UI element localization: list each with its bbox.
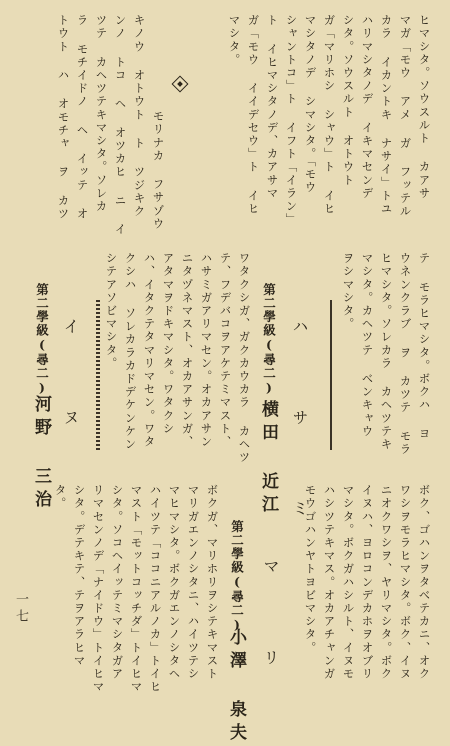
author-name: 横田 近江 (258, 400, 278, 518)
text-line: ニタヅネマスト、オカアサンガ、 (180, 252, 195, 449)
text-line: ボク、ゴハンヲタベテカニ、オク (417, 484, 432, 681)
text-line: マヒマシタ。ボクガエンノシタヘ (167, 484, 182, 681)
text-line: ガ「モウ イイデセウ」ト イヒ (246, 14, 261, 216)
text-line: シャントコ」ト イフト「イラン」 (284, 14, 299, 227)
story-title: マ リ (261, 558, 280, 693)
text-line: モウゴハンヤトヨビマシタ。 (303, 484, 318, 655)
text-line: マスト「モットコッチダ」トイヒマ (129, 484, 144, 694)
story-title: ハ サ ミ (290, 318, 309, 544)
text-line: ヒマシタ。ソウスルト カアサ (417, 14, 432, 200)
text-line: タ。 (53, 484, 68, 511)
grade-label: 第二學級(尋二) (261, 283, 277, 396)
text-line: ボクガ、マリホリヲシテキマスト (205, 484, 220, 681)
text-line: ハシツテキマス。オカアチャンガ (322, 484, 337, 681)
text-line: キノウ オトウト ト ツジキク (132, 14, 147, 218)
text-line: シタ。ソコヘイッテミマシタガア (110, 484, 125, 681)
author-name: 河野 三治 (31, 395, 51, 513)
text-line: マガ「モウ アメ ガ フッテル (398, 14, 413, 218)
text-line: ワシヲモラヒマシタ。ボク、イヌ (398, 484, 413, 681)
text-line: シタ。デテキテ、テヲアラヒマ (72, 484, 87, 668)
text-line: ト イヒマシタノデ、カアサマ (265, 14, 280, 200)
text-line: ンノ トコ ヘ オツカヒ ニ イ (113, 14, 128, 237)
page-number: 一七 (13, 592, 28, 626)
text-line: ワタクシガ、ガクカウカラ カヘツ (237, 252, 252, 465)
text-line: マシタノデ シマシタ。「モウ (303, 14, 318, 195)
text-line: ガ「マリホシ シャウ」ト イヒ (322, 14, 337, 216)
text-line: マリガエンノシタニ、ハイツテシ (186, 484, 201, 681)
text-line: マシタ。カヘツテ ベンキャウ (360, 252, 375, 438)
text-line: テ、フデバコヲアケテミマスト、 (218, 252, 233, 449)
text-line: カラ イカントキ ナサイ」トユ (379, 14, 394, 216)
text-line: クシハ ソレカラカドデケンケン (123, 252, 138, 451)
text-line: ヒマシタ。ソレカラ カヘツテキ (379, 252, 394, 451)
text-line: ハ、イタクテタマリマセン。ワタ (142, 252, 157, 449)
text-line: イヌハ、ヨロコンデカホヲオブリ (360, 484, 375, 681)
author-name: 小澤 泉夫 (226, 628, 246, 746)
text-line: モリナカ フサゾウ (151, 110, 166, 231)
story-title: イ ヌ (61, 318, 80, 453)
text-line: ニオクワシヲ、ヤリマシタ。ボク (379, 484, 394, 681)
text-line: マシタ。ボクガハシルト、イヌモ (341, 484, 356, 681)
text-line: ウネンクラブ ヲ カツテ モラ (398, 252, 413, 456)
text-line: リマセンノデ「ナイドウ」トイヒマ (91, 484, 106, 694)
text-line: シタ。ソウスルト オトウト (341, 14, 356, 187)
grade-label: 第二學級(尋二) (229, 520, 245, 633)
text-line: ハイツテ「ココニアルノカ」トイヒ (148, 484, 163, 694)
text-line: テ モラヒマシタ。ボクハ ヨ (417, 252, 432, 441)
grade-label: 第二學級(尋二) (34, 283, 50, 396)
text-line: ハリマシタノデ イキマセンデ (360, 14, 375, 200)
text-line: トウト ハ オモチャ ヲ カツ (56, 14, 71, 221)
diamond-ornament-icon (172, 76, 189, 93)
text-line: アタマヲドキマシタ。ワタクシ (161, 252, 176, 436)
text-line: ハサミガアリマセン。オカアサン (199, 252, 214, 449)
text-line: ヲシマシタ。 (341, 252, 356, 331)
text-line: シテアソビマシタ。 (104, 252, 119, 370)
text-line: ツテ カヘツテキマシタ。ソレカ (94, 14, 109, 213)
wavy-divider (96, 300, 100, 450)
text-line: マシタ。 (227, 14, 242, 67)
text-line: ラ モチイドノ ヘ イッテ オ (75, 14, 90, 221)
title-rule (330, 300, 332, 450)
